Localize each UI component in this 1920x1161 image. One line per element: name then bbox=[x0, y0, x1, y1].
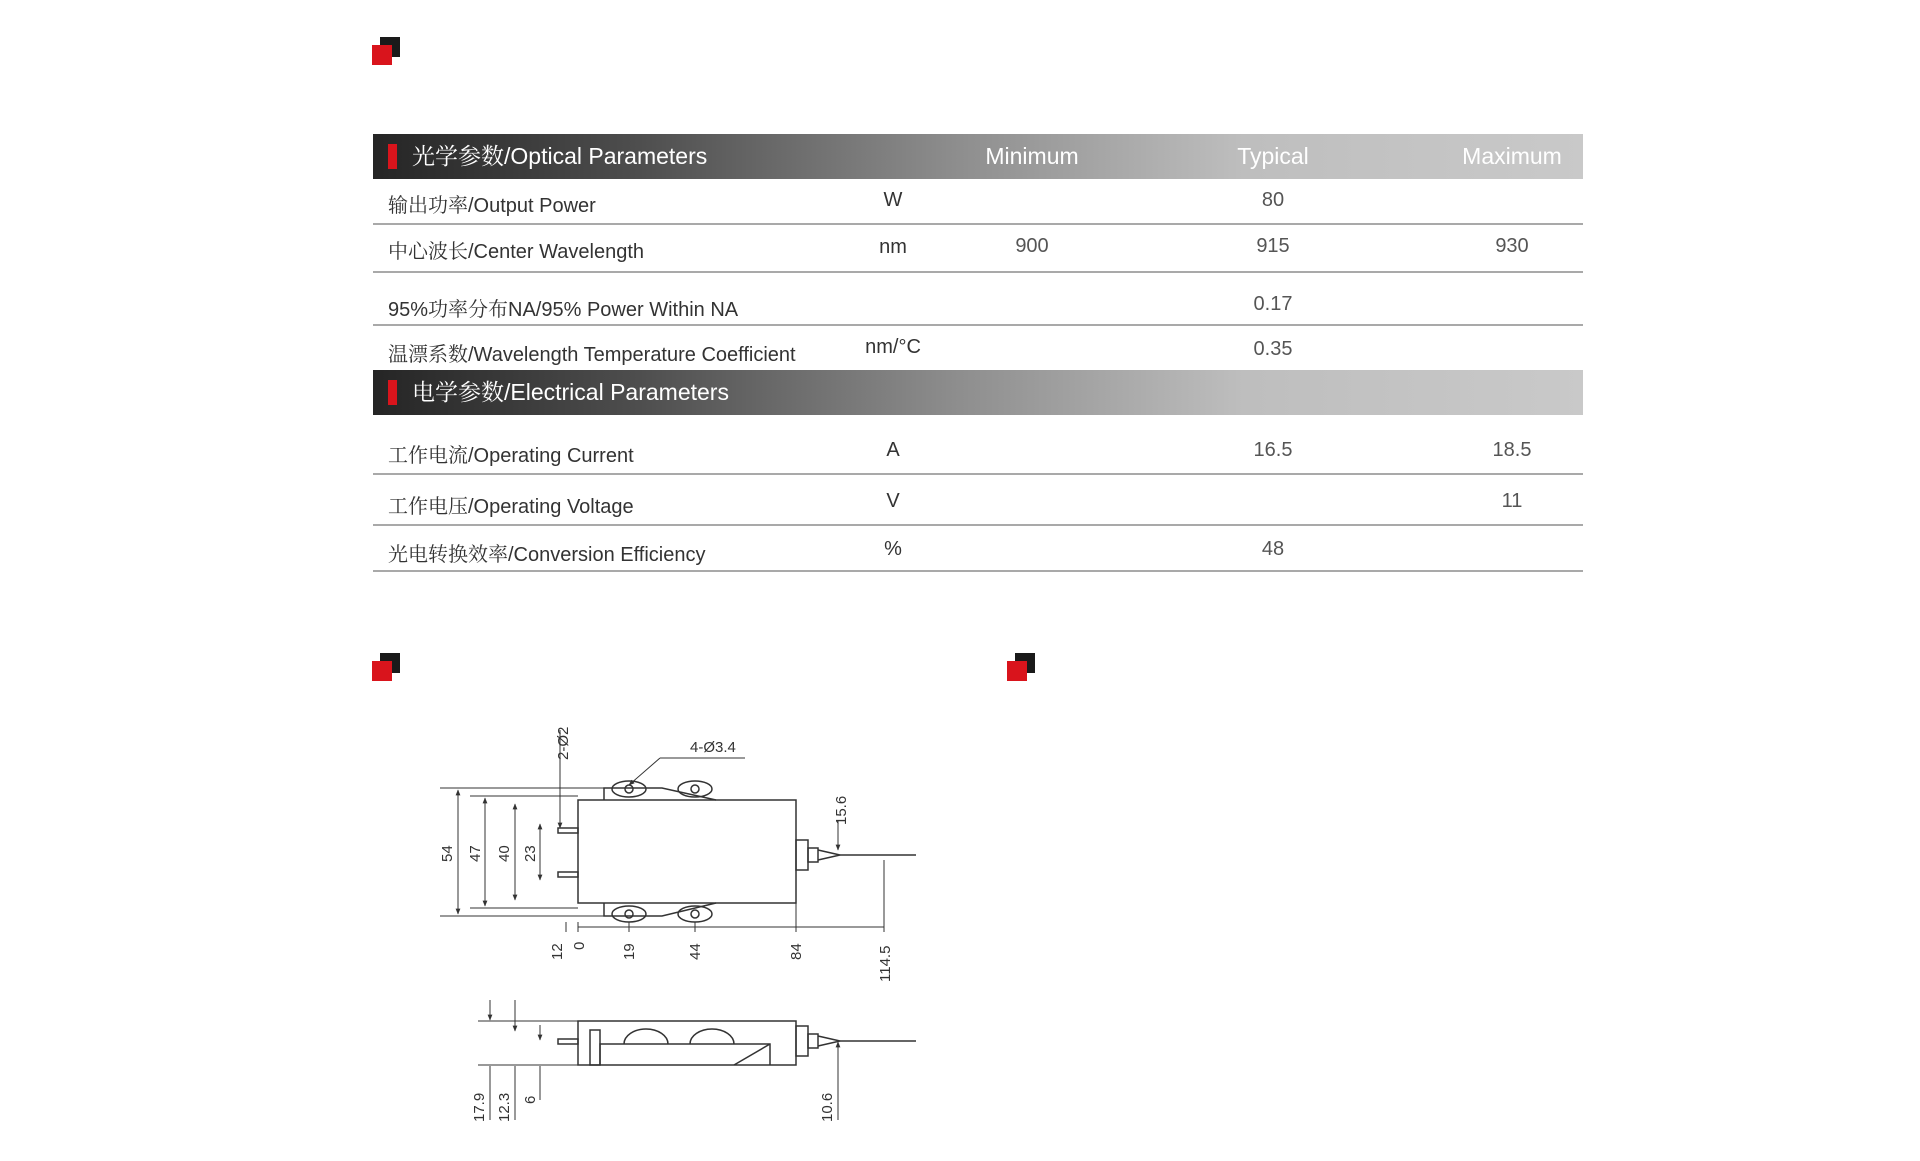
top-view-dimensions bbox=[440, 730, 884, 932]
side-view-labels bbox=[471, 1093, 836, 1122]
module-body bbox=[578, 800, 796, 903]
mechanical-drawing bbox=[400, 700, 960, 1130]
table-row-power-within-na bbox=[373, 273, 1583, 326]
param-name: 输出功率/Output Power bbox=[388, 195, 596, 217]
section-marker-dimensions bbox=[372, 653, 400, 681]
dim-label-54: 54 bbox=[439, 845, 456, 862]
electrode-pin bbox=[558, 828, 578, 833]
header-accent-bar bbox=[388, 380, 397, 405]
section-marker-right bbox=[1007, 653, 1035, 681]
column-minimum: Minimum bbox=[985, 143, 1079, 169]
param-name: 工作电流/Operating Current bbox=[388, 445, 634, 467]
top-view bbox=[558, 781, 916, 922]
dim-label-0: 0 bbox=[571, 941, 588, 950]
param-max: 11 bbox=[1501, 490, 1523, 512]
fiber-connector bbox=[796, 840, 808, 870]
param-name: 中心波长/Center Wavelength bbox=[388, 241, 645, 263]
dim-label-84: 84 bbox=[788, 943, 805, 960]
optical-parameters-header bbox=[373, 134, 1583, 179]
side-pin bbox=[558, 1039, 578, 1044]
column-maximum: Maximum bbox=[1462, 143, 1562, 169]
mount-slot bbox=[612, 781, 646, 797]
header-accent-bar bbox=[388, 144, 397, 169]
param-typ: 48 bbox=[1261, 538, 1285, 560]
table-row-conversion-efficiency bbox=[373, 526, 1583, 572]
dim-label-40: 40 bbox=[496, 845, 513, 862]
param-name: 工作电压/Operating Voltage bbox=[388, 496, 634, 518]
specification-table bbox=[373, 134, 1583, 572]
param-unit: nm/°C bbox=[865, 336, 921, 358]
param-typ: 16.5 bbox=[1253, 439, 1293, 461]
dim-label-114-5: 114.5 bbox=[877, 945, 894, 982]
section-marker-parameters bbox=[372, 37, 400, 65]
dim-label-12: 12 bbox=[549, 943, 566, 960]
electrical-parameters-title: 电学参数/Electrical Parameters bbox=[412, 379, 729, 405]
dim-label-12-3: 12.3 bbox=[496, 1092, 513, 1122]
dim-label-10-6: 10.6 bbox=[819, 1092, 836, 1122]
dim-label-4-holes: 4-Ø3.4 bbox=[690, 739, 736, 756]
side-view bbox=[558, 1021, 916, 1065]
dim-label-17-9: 17.9 bbox=[471, 1092, 488, 1122]
param-max: 18.5 bbox=[1492, 439, 1532, 461]
param-name: 光电转换效率/Conversion Efficiency bbox=[388, 544, 706, 566]
table-row-operating-current bbox=[373, 415, 1583, 475]
dim-label-6: 6 bbox=[522, 1095, 539, 1104]
param-min: 900 bbox=[1015, 235, 1049, 257]
param-typ: 0.35 bbox=[1253, 338, 1293, 360]
dim-label-47: 47 bbox=[467, 845, 484, 862]
table-row-temperature-coefficient bbox=[373, 326, 1583, 370]
param-unit: A bbox=[886, 439, 900, 461]
param-unit: W bbox=[883, 189, 903, 211]
dim-label-15-6: 15.6 bbox=[833, 795, 850, 825]
param-typ: 0.17 bbox=[1253, 293, 1293, 315]
table-row-output-power bbox=[373, 179, 1583, 225]
param-unit: % bbox=[884, 538, 902, 560]
table-row-operating-voltage bbox=[373, 475, 1583, 526]
column-typical: Typical bbox=[1237, 143, 1309, 169]
param-unit: V bbox=[886, 490, 900, 512]
top-view-labels bbox=[439, 727, 894, 982]
mount-slot bbox=[612, 906, 646, 922]
mechanical-drawing-svg bbox=[400, 700, 960, 1130]
dim-label-23: 23 bbox=[522, 845, 539, 862]
electrical-parameters-header bbox=[373, 370, 1583, 415]
param-max: 930 bbox=[1495, 235, 1529, 257]
optical-parameters-title: 光学参数/Optical Parameters bbox=[412, 143, 708, 169]
dim-label-2-holes: 2-Ø2 bbox=[555, 726, 572, 760]
side-body bbox=[578, 1021, 796, 1065]
param-typ: 915 bbox=[1256, 235, 1290, 257]
param-unit: nm bbox=[879, 236, 907, 258]
table-row-center-wavelength bbox=[373, 225, 1583, 273]
param-name: 温漂系数/Wavelength Temperature Coefficient bbox=[388, 344, 796, 366]
param-name: 95%功率分布NA/95% Power Within NA bbox=[388, 299, 739, 321]
param-typ: 80 bbox=[1261, 189, 1285, 211]
electrode-pin bbox=[558, 872, 578, 877]
dim-label-44: 44 bbox=[687, 943, 704, 960]
dim-label-19: 19 bbox=[621, 943, 638, 960]
